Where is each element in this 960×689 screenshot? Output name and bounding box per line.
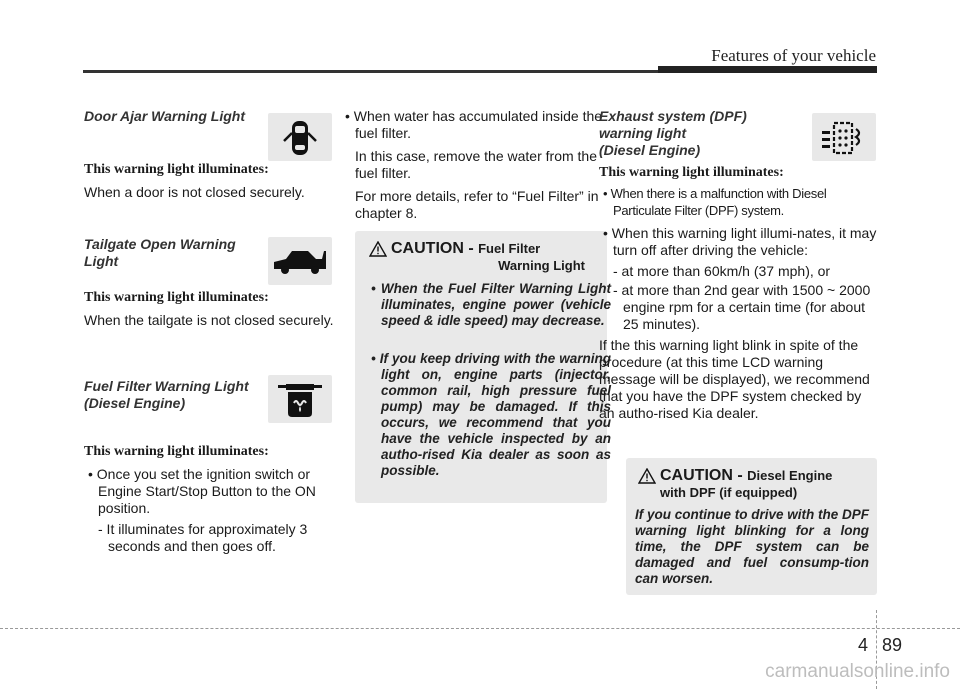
door-ajar-icon: [268, 113, 332, 161]
warning-triangle-icon: [369, 241, 387, 262]
dpf-warning-icon: [812, 113, 876, 161]
fuel-filter-label: This warning light illuminates:: [84, 444, 269, 459]
caution-dpf-text: If you continue to drive with the DPF warning light blinking for a long time, the DPF system can be damaged and fuel consump-tion can worsen.: [635, 507, 870, 586]
water-para-1: In this case, remove the water from the fuel filter.: [355, 148, 597, 181]
door-ajar-text: When a door is not closed securely.: [84, 184, 305, 200]
water-bullet: • When water has accumulated inside the fuel filter.: [345, 108, 603, 141]
caution-label: CAUTION -: [391, 240, 479, 257]
tailgate-heading-line1: Tailgate Open Warning: [84, 236, 236, 252]
fuel-filter-heading-line1: Fuel Filter Warning Light: [84, 378, 249, 394]
column-2: [341, 108, 606, 222]
dpf-para: If the this warning light blink in spite of the procedure (at this time LCD warning message will be displayed), we recommend that you have the DPF system checked by an autho-rised Kia dealer.: [599, 337, 870, 421]
caution-dpf-subtitle-2: with DPF (if equipped): [660, 485, 798, 500]
fuel-filter-sub: - It illuminates for approximately 3 seconds and then goes off.: [98, 521, 308, 554]
door-ajar-heading: Door Ajar Warning Light: [84, 108, 245, 124]
column-1: [84, 108, 349, 555]
dpf-label: This warning light illuminates:: [599, 165, 784, 180]
dpf-heading-line3: (Diesel Engine): [599, 142, 701, 158]
caution-fuel-filter-subtitle-1: Fuel Filter: [478, 241, 541, 256]
caution-dpf-subtitle-1: Diesel Engine: [747, 468, 833, 483]
footer-rule: [0, 628, 960, 629]
caution-fuel-filter-item-1: • When the Fuel Filter Warning Light illuminates, engine power (vehicle speed & idle speed) may decrease.: [371, 281, 611, 328]
caution-fuel-filter-subtitle-2: Warning Light: [498, 258, 585, 273]
tailgate-open-icon: [268, 237, 332, 285]
fuel-filter-bullet: • Once you set the ignition switch or Engine Start/Stop Button to the ON position.: [88, 466, 316, 516]
water-para-2: For more details, refer to “Fuel Filter” in chapter 8.: [355, 188, 599, 221]
section-title: Features of your vehicle: [711, 46, 876, 65]
caution-fuel-filter-header: [391, 240, 601, 273]
caution-label: CAUTION -: [660, 467, 748, 484]
dpf-sub-2: - at more than 2nd gear with 1500 ~ 2000 engine rpm for a certain time (for about 25 minutes).: [613, 282, 871, 332]
caution-fuel-filter-item-2: • If you keep driving with the warning light on, engine parts (injector, common rail, high pressure fuel pump) may be damaged. If this occurs, we recommend that you have the vehicle inspected by an autho-rised Kia dealer as soon as possible.: [371, 351, 611, 478]
fuel-filter-icon: [268, 375, 332, 423]
dpf-sub-1: - at more than 60km/h (37 mph), or: [613, 263, 831, 279]
tailgate-heading-line2: Light: [84, 253, 119, 269]
header-rule-accent: [658, 66, 877, 73]
tailgate-text: When the tailgate is not closed securely.: [84, 312, 334, 328]
warning-triangle-icon: [638, 468, 656, 489]
caution-fuel-filter: [355, 231, 611, 503]
caution-dpf-header: [660, 467, 872, 500]
dpf-heading-line2: warning light: [599, 125, 687, 141]
watermark: carmanualsonline.info: [765, 661, 950, 682]
dpf-heading-line1: Exhaust system (DPF): [599, 108, 747, 124]
dpf-bullet-1: • When there is a malfunction with Diesel Particulate Filter (DPF) system.: [603, 186, 827, 218]
chapter-number: 4: [858, 635, 869, 655]
caution-dpf: [626, 458, 877, 595]
tailgate-label: This warning light illuminates:: [84, 290, 269, 305]
dpf-bullet-2: • When this warning light illumi-nates, it may turn off after driving the vehicle:: [603, 225, 877, 258]
door-ajar-label: This warning light illuminates:: [84, 162, 269, 177]
page-number: 89: [882, 635, 903, 655]
fuel-filter-heading-line2: (Diesel Engine): [84, 395, 186, 411]
header-rule: [83, 70, 658, 73]
